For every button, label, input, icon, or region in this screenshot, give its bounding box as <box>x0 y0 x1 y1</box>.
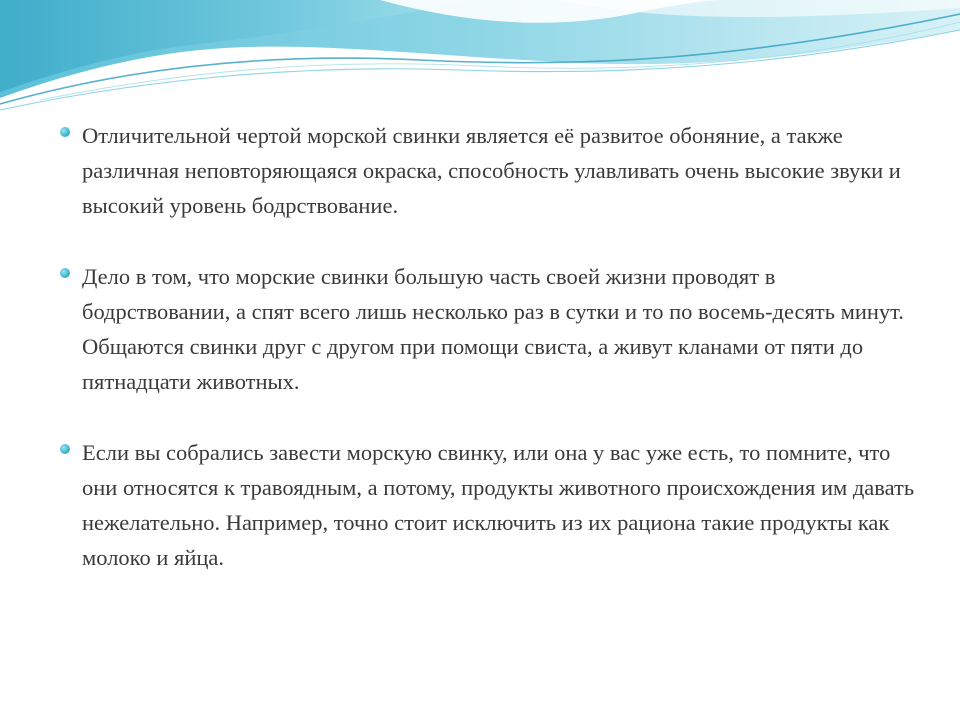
bullet-item-3 <box>58 435 918 575</box>
bullet-text: Дело в том, что морские свинки большую часть своей жизни проводят в бодрствовании, а спят всего лишь несколько раз в сутки и то по восемь-десять минут. Общаются свинки друг с другом при помощи свиста, а живут кланами от пяти до пятнадцати животных. <box>82 264 904 394</box>
bullet-text: Отличительной чертой морской свинки является её развитое обоняние, а также различная неповторяющаяся окраска, способность улавливать очень высокие звуки и высокий уровень бодрствование. <box>82 123 901 218</box>
bullet-list <box>58 118 918 575</box>
wave-header-decoration <box>0 0 960 120</box>
bullet-dot-icon <box>60 268 70 278</box>
bullet-text: Если вы собрались завести морскую свинку, или она у вас уже есть, то помните, что они относятся к травоядным, а потому, продукты животного происхождения им давать нежелательно. Например, точно стоит исключить из их рациона такие продукты как молоко и яйца. <box>82 440 915 570</box>
bullet-item-1 <box>58 118 918 223</box>
bullet-dot-icon <box>60 127 70 137</box>
bullet-item-2 <box>58 259 918 399</box>
bullet-dot-icon <box>60 444 70 454</box>
